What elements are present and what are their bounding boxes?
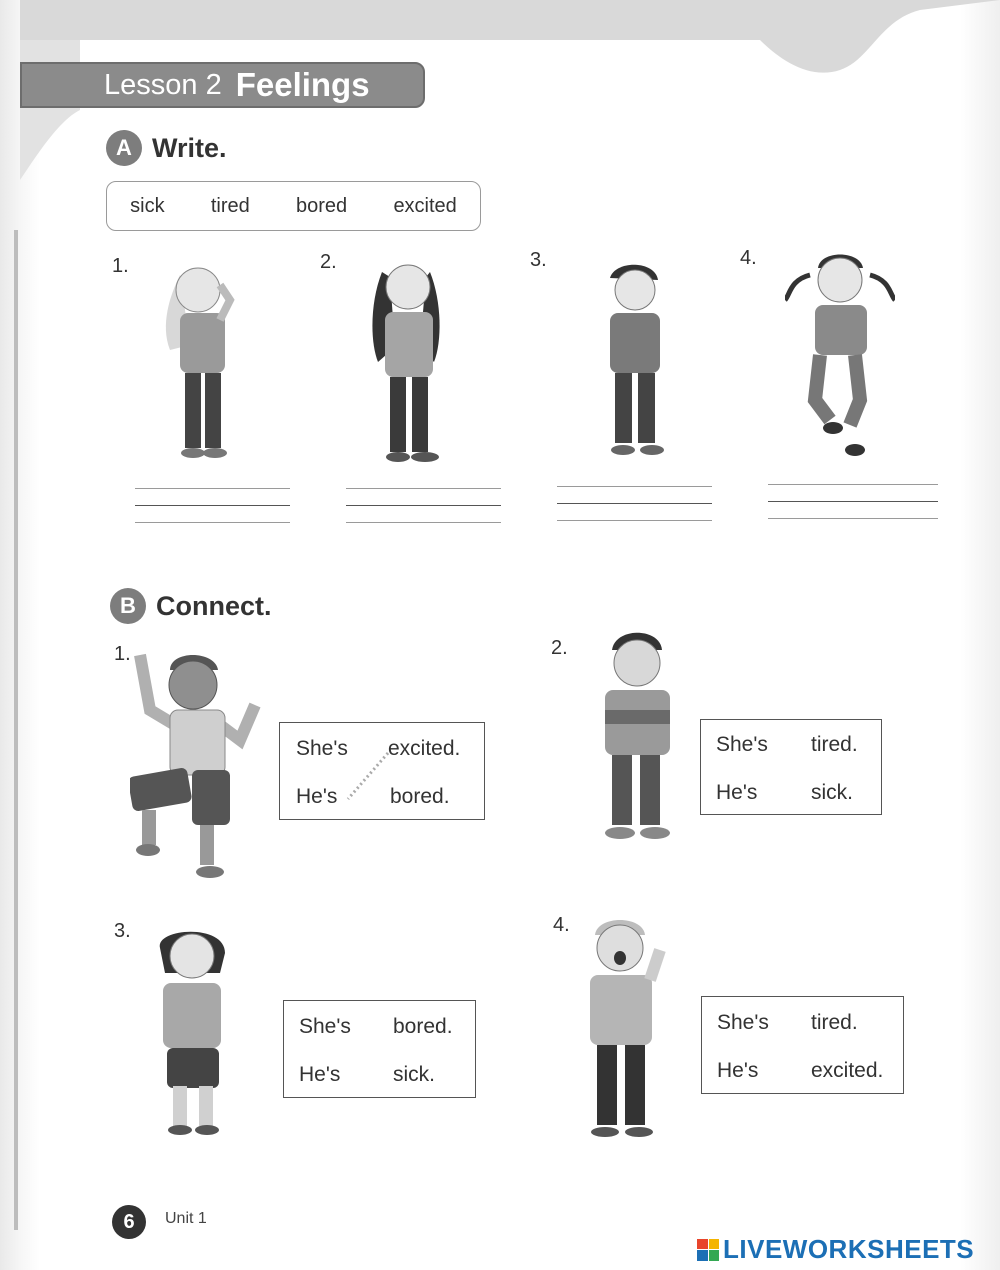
item-number: 1. xyxy=(112,255,129,277)
word-bank-item: tired xyxy=(210,194,250,217)
liveworksheets-logo-icon xyxy=(697,1239,719,1261)
subject-option[interactable]: She's xyxy=(717,1011,769,1034)
word-bank-item: excited xyxy=(393,194,457,217)
section-a-badge: A xyxy=(106,130,142,166)
answer-lines xyxy=(768,484,938,519)
subject-option[interactable]: She's xyxy=(296,737,348,760)
connect-box-3 xyxy=(283,1000,476,1098)
feeling-option[interactable]: excited. xyxy=(811,1059,884,1082)
feeling-option[interactable]: sick. xyxy=(811,781,853,804)
subject-option[interactable]: She's xyxy=(299,1015,351,1038)
word-bank-item: bored xyxy=(296,194,348,217)
section-a-heading xyxy=(106,130,227,166)
lesson-banner xyxy=(20,62,425,108)
girl-sick-figure xyxy=(150,255,260,465)
item-number: 4. xyxy=(553,914,570,936)
boy-excited-figure xyxy=(130,650,265,885)
section-a-title: Write. xyxy=(152,132,227,163)
item-number: 1. xyxy=(114,643,131,665)
binding-edge xyxy=(14,230,18,1230)
feeling-option[interactable]: excited. xyxy=(388,737,461,760)
item-number: 2. xyxy=(320,251,337,273)
watermark-text: LIVEWORKSHEETS xyxy=(723,1234,975,1264)
answer-lines xyxy=(346,488,501,523)
lesson-label: Lesson 2 xyxy=(104,68,222,101)
subject-option[interactable]: He's xyxy=(717,1059,759,1082)
subject-option[interactable]: She's xyxy=(716,733,768,756)
connect-box-4 xyxy=(701,996,904,1094)
unit-label: Unit 1 xyxy=(165,1210,207,1227)
feeling-option[interactable]: bored. xyxy=(390,785,450,808)
connect-box-1 xyxy=(279,722,485,820)
subject-option[interactable]: He's xyxy=(716,781,758,804)
section-b-heading xyxy=(110,588,272,624)
feeling-option[interactable]: bored. xyxy=(393,1015,453,1038)
boy-tired-figure xyxy=(590,258,680,463)
word-bank xyxy=(106,181,481,231)
subject-option[interactable]: He's xyxy=(299,1063,341,1086)
answer-lines xyxy=(135,488,290,523)
section-b-badge: B xyxy=(110,588,146,624)
liveworksheets-watermark xyxy=(697,1234,974,1265)
item-number: 4. xyxy=(740,247,757,269)
girl-bored-figure xyxy=(360,252,460,467)
answer-lines xyxy=(557,486,712,521)
feeling-option[interactable]: sick. xyxy=(393,1063,435,1086)
feeling-option[interactable]: tired. xyxy=(811,1011,858,1034)
feeling-option[interactable]: tired. xyxy=(811,733,858,756)
connect-box-2 xyxy=(700,719,882,815)
girl-excited-figure xyxy=(785,250,895,465)
item-number: 3. xyxy=(114,920,131,942)
girl-bored-figure-2 xyxy=(145,918,240,1143)
page-number: 6 xyxy=(112,1205,146,1239)
item-number: 3. xyxy=(530,249,547,271)
item-number: 2. xyxy=(551,637,568,659)
lesson-topic: Feelings xyxy=(235,66,370,103)
word-bank-item: sick xyxy=(130,194,165,217)
section-b-title: Connect. xyxy=(156,590,272,621)
boy-tired-figure-2 xyxy=(575,910,670,1145)
subject-option[interactable]: He's xyxy=(296,785,338,808)
boy-sick-figure xyxy=(590,625,685,845)
sample-connect-line xyxy=(346,751,390,801)
